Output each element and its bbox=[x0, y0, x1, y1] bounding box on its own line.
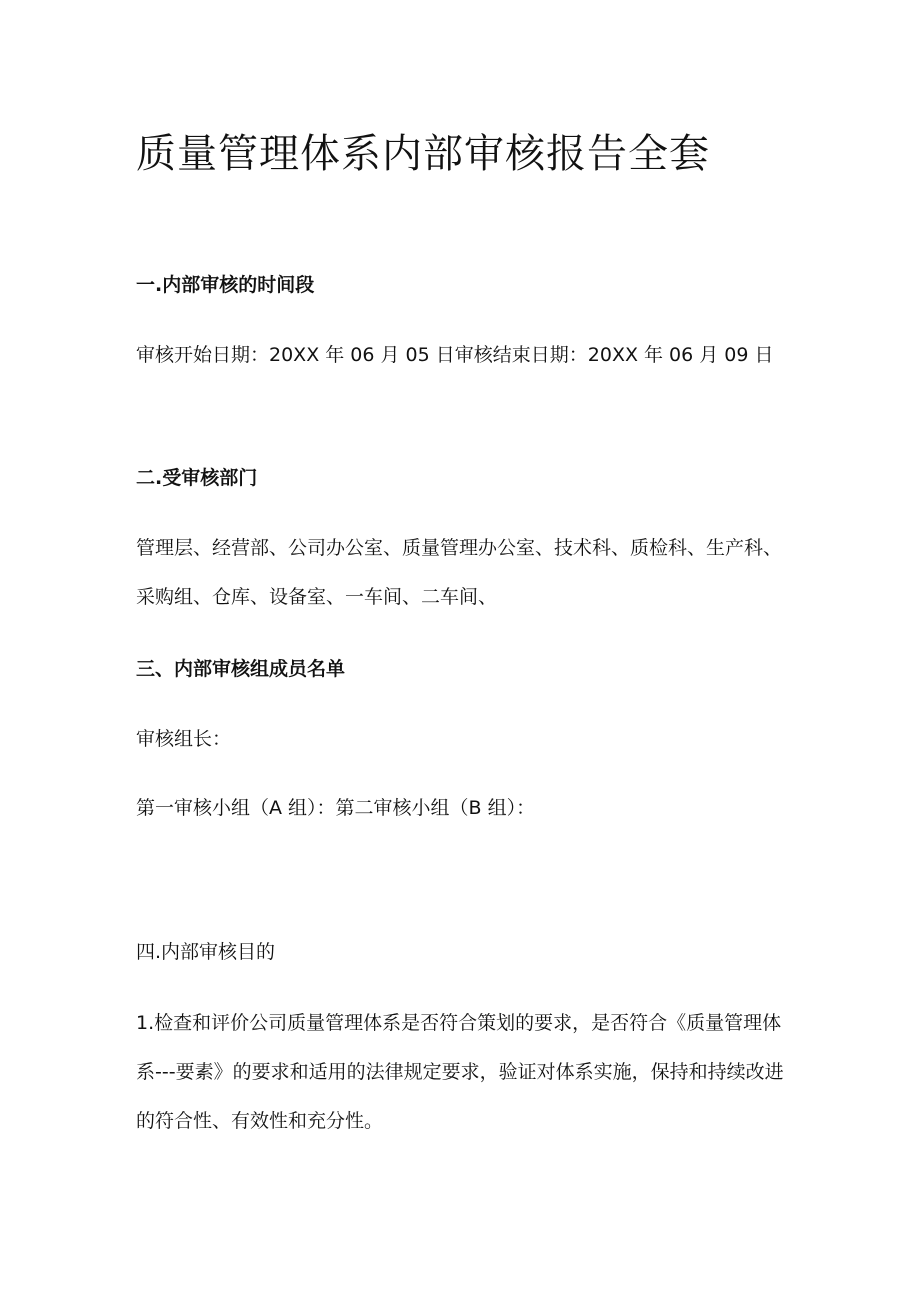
audit-dates-text: 审核开始日期：20XX 年 06 月 05 日审核结束日期：20XX 年 06 月 09 日 bbox=[136, 344, 774, 366]
section-heading-time-period: 一.内部审核的时间段 bbox=[136, 274, 315, 296]
section-heading-audited-departments: 二.受审核部门 bbox=[136, 467, 258, 489]
section-heading-audit-purpose: 四.内部审核目的 bbox=[136, 941, 276, 963]
audit-groups-text: 第一审核小组（A 组）：第二审核小组（B 组）： bbox=[136, 797, 536, 819]
section-heading-audit-team: 三、内部审核组成员名单 bbox=[136, 658, 346, 680]
document-title: 质量管理体系内部审核报告全套 bbox=[136, 131, 710, 177]
audited-departments-text: 管理层、经营部、公司办公室、质量管理办公室、技术科、质检科、生产科、采购组、仓库、设备室、一车间、二车间、 bbox=[136, 537, 783, 608]
audit-purpose-item-1: 1.检查和评价公司质量管理体系是否符合策划的要求，是否符合《质量管理体系---要素》的要求和适用的法律规定要求，验证对体系实施，保持和持续改进的符合性、有效性和充分性。 bbox=[136, 1012, 784, 1132]
audit-team-leader-text: 审核组长： bbox=[136, 728, 232, 750]
